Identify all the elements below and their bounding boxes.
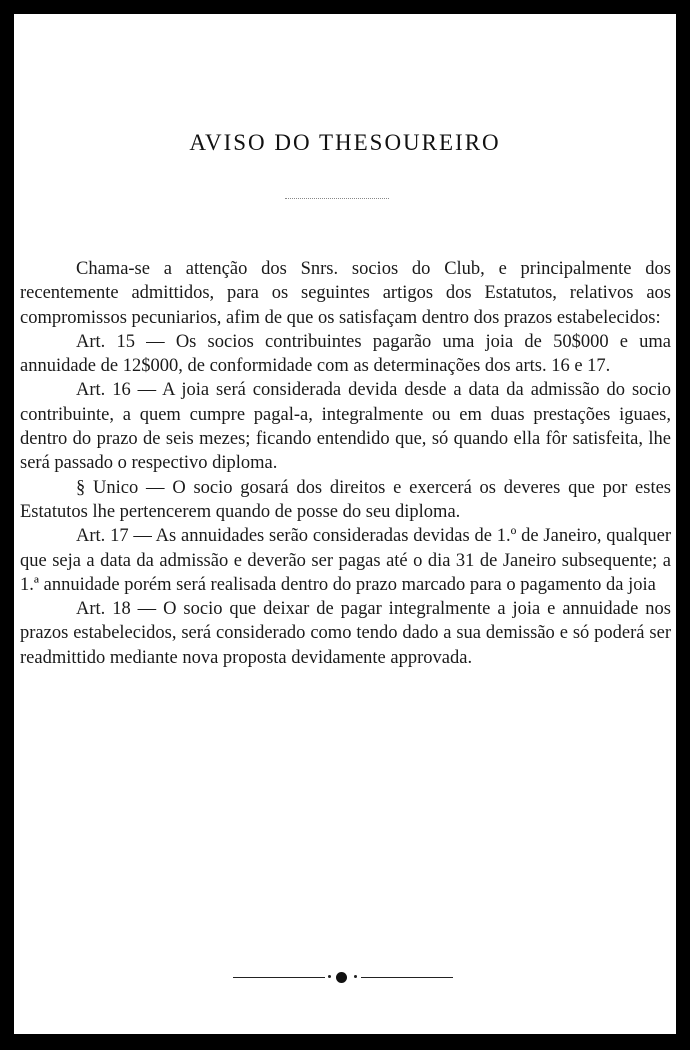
ornament-line-right	[361, 977, 453, 978]
document-page	[14, 14, 676, 1034]
ornament-line-left	[233, 977, 325, 978]
intro-paragraph: Chama-se a attenção dos Snrs. socios do Club, e principalmente dos recentemente admittidos, para os seguintes artigos dos Estatutos, relativos aos compromissos pecuniarios, afim de que os satisfaçam dentro dos prazos estabelecidos:	[20, 259, 671, 328]
ornament-tick-right	[354, 975, 357, 978]
ornament-tick-left	[328, 975, 331, 978]
document-body	[20, 257, 671, 670]
article-15-paragraph: Art. 15 — Os socios contribuintes pagarão uma joia de 50$000 e uma annuidade de 12$000, de conformidade com as determinações dos arts. 16 e 17.	[20, 331, 671, 377]
end-ornament	[233, 972, 453, 984]
article-16-paragraph: Art. 16 — A joia será considerada devida desde a data da admissão do socio contribuinte, a quem cumpre pagal-a, integralmente ou em duas prestações iguaes, dentro do prazo de seis mezes; ficando entendido que, só quando ella fôr satisfeita, lhe será passado o respectivo diploma.	[20, 380, 671, 474]
title-divider	[285, 198, 389, 199]
article-17-paragraph: Art. 17 — As annuidades serão consideradas devidas de 1.º de Janeiro, qualquer que seja a data da admissão e deverão ser pagas até o dia 31 de Janeiro subsequente; a 1.ª annuidade porém será realisada dentro do prazo marcado para o pagamento da joia	[20, 526, 671, 595]
ornament-dot-icon	[336, 972, 347, 983]
paragraph-unico: § Unico — O socio gosará dos direitos e exercerá os deveres que por estes Estatutos lhe pertencerem quando de posse do seu diploma.	[20, 477, 671, 522]
article-18-paragraph: Art. 18 — O socio que deixar de pagar integralmente a joia e annuidade nos prazos estabelecidos, será considerado como tendo dado a sua demissão e só poderá ser readmittido mediante nova proposta devidamente approvada.	[20, 599, 671, 668]
document-title: AVISO DO THESOUREIRO	[189, 130, 501, 155]
